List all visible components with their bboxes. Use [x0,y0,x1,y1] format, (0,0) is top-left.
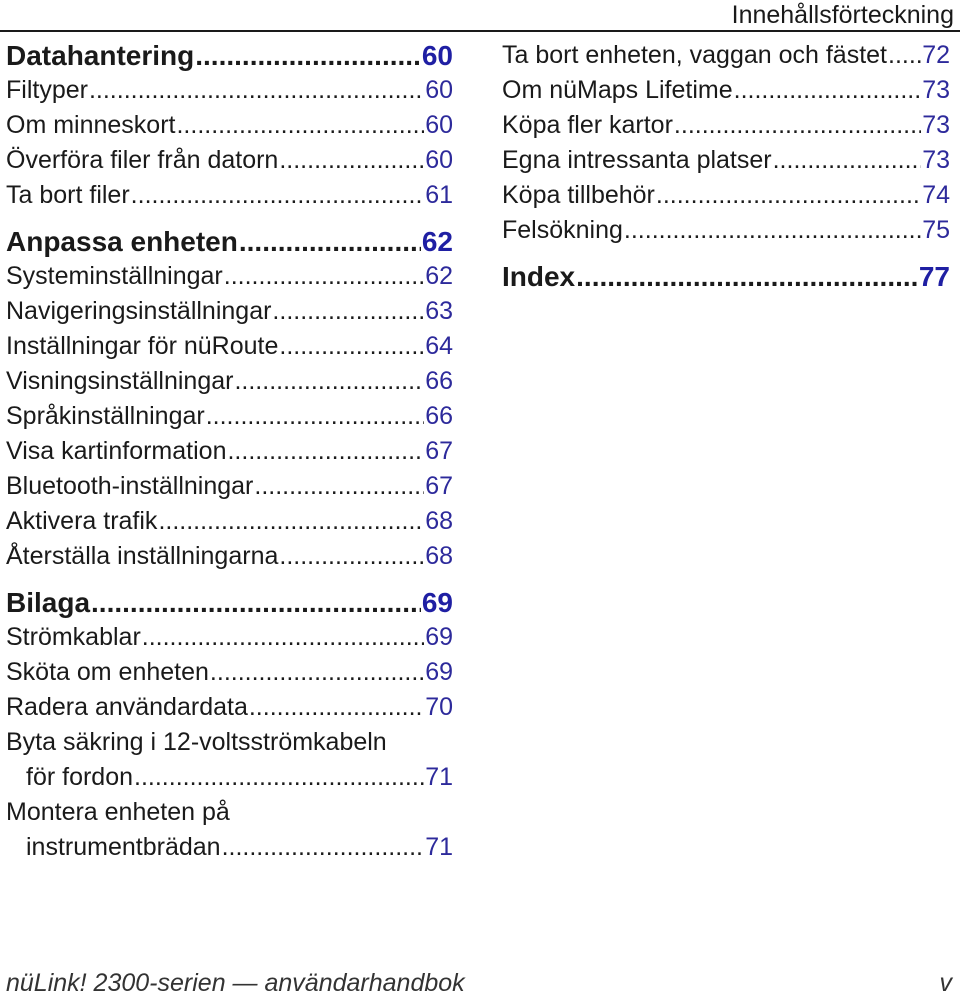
toc-entry-visa-kartinformation[interactable] [6,434,453,469]
toc-page-number: 67 [425,437,453,465]
toc-entry-byta-sakring[interactable] [6,725,453,795]
toc-entry-label: för fordon [26,763,134,791]
toc-entry-label: Navigeringsinställningar [6,297,272,325]
toc-section-datahantering[interactable] [6,38,453,73]
toc-section-bilaga[interactable] [6,585,453,620]
toc-entry-label: Om minneskort [6,111,176,139]
toc-page-number: 73 [922,76,950,104]
toc-entry-visningsinstallningar[interactable] [6,364,453,399]
toc-entry-kopa-fler-kartor[interactable] [502,108,950,143]
toc-entry-sprakinstallningar[interactable] [6,399,453,434]
toc-page-number: 69 [421,587,453,618]
toc-page-number: 60 [425,76,453,104]
toc-leader-dots [91,585,421,620]
toc-page-number: 68 [425,507,453,535]
toc-page-number: 66 [425,402,453,430]
toc-entry-label: Överföra filer från datorn [6,146,279,174]
toc-entry-skota-om-enheten[interactable] [6,655,453,690]
toc-leader-dots [142,620,424,655]
toc-leader-dots [888,38,921,73]
toc-page-number: 73 [922,111,950,139]
toc-page-number: 74 [922,181,950,209]
toc-page-number: 62 [425,262,453,290]
toc-leader-dots [206,399,424,434]
toc-entry-aktivera-trafik[interactable] [6,504,453,539]
toc-entry-label: Köpa fler kartor [502,111,673,139]
toc-entry-label: Filtyper [6,76,88,104]
toc-entry-label: Ta bort enheten, vaggan och fästet [502,41,887,69]
toc-leader-dots [158,504,424,539]
toc-leader-dots [734,73,922,108]
toc-leader-dots [210,655,424,690]
toc-entry-label: Sköta om enheten [6,658,209,686]
toc-leader-dots [195,38,421,73]
toc-section-index[interactable] [502,259,950,294]
toc-page-number: 75 [922,216,950,244]
toc-leader-dots [176,108,424,143]
toc-page-number: 66 [425,367,453,395]
toc-entry-stromkablar[interactable] [6,620,453,655]
toc-entry-overfora-filer[interactable] [6,143,453,178]
toc-leader-dots [234,364,424,399]
footer-manual-title: nüLink! 2300-serien — användarhandbok [6,969,465,997]
toc-entry-label: Visningsinställningar [6,367,234,395]
toc-leader-dots [134,760,424,795]
toc-entry-navigeringsinstallningar[interactable] [6,294,453,329]
toc-page-number: 70 [425,693,453,721]
toc-entry-label: Radera användardata [6,693,248,721]
toc-leader-dots [89,73,424,108]
toc-leader-dots [576,259,918,294]
toc-leader-dots [222,830,425,865]
page-header-title: Innehållsförteckning [731,1,954,29]
toc-entry-label: Språkinställningar [6,402,205,430]
toc-page-number: 64 [425,332,453,360]
toc-right-column [502,38,950,294]
toc-leader-dots [254,469,424,504]
toc-entry-label-line1: Byta säkring i 12-voltsströmkabeln [6,728,387,756]
toc-page-number: 68 [425,542,453,570]
toc-entry-label: Bluetooth-inställningar [6,472,254,500]
toc-entry-montera-enheten[interactable] [6,795,453,865]
toc-entry-label: Systeminställningar [6,262,223,290]
toc-leader-dots [674,108,921,143]
toc-left-column [6,38,453,865]
toc-entry-label-line1: Montera enheten på [6,798,230,826]
toc-page-number: 61 [425,181,453,209]
toc-leader-dots [249,690,424,725]
toc-page-number: 60 [421,40,453,71]
toc-entry-label: Egna intressanta platser [502,146,772,174]
toc-entry-om-numaps-lifetime[interactable] [502,73,950,108]
toc-entry-egna-intressanta-platser[interactable] [502,143,950,178]
toc-page-number: 72 [922,41,950,69]
toc-page-number: 62 [421,226,453,257]
toc-section-anpassa-enheten[interactable] [6,224,453,259]
toc-leader-dots [131,178,425,213]
toc-page-number: 60 [425,146,453,174]
toc-entry-ta-bort-enheten[interactable] [502,38,950,73]
toc-entry-label: Bilaga [6,587,91,618]
toc-leader-dots [239,224,421,259]
toc-entry-label: Inställningar för nüRoute [6,332,279,360]
toc-page-number: 71 [425,763,453,791]
toc-entry-label: Strömkablar [6,623,141,651]
toc-leader-dots [773,143,922,178]
toc-leader-dots [656,178,921,213]
toc-entry-label: Index [502,261,576,292]
toc-leader-dots [224,259,424,294]
toc-leader-dots [279,143,424,178]
header-divider [0,30,960,32]
toc-entry-label: instrumentbrädan [26,833,221,861]
toc-entry-systeminstallningar[interactable] [6,259,453,294]
toc-page-number: 63 [425,297,453,325]
toc-page-number: 73 [922,146,950,174]
toc-page-number: 67 [425,472,453,500]
toc-entry-continuation [6,830,453,865]
toc-entry-nuroute[interactable] [6,329,453,364]
toc-leader-dots [227,434,424,469]
toc-entry-label: Felsökning [502,216,623,244]
toc-leader-dots [279,539,424,574]
toc-page-number: 69 [425,658,453,686]
toc-entry-aterstalla[interactable] [6,539,453,574]
toc-page-number: 69 [425,623,453,651]
toc-entry-radera-anvandardata[interactable] [6,690,453,725]
toc-leader-dots [624,213,921,248]
toc-entry-label: Visa kartinformation [6,437,227,465]
toc-page-number: 60 [425,111,453,139]
toc-entry-label: Köpa tillbehör [502,181,655,209]
toc-leader-dots [272,294,424,329]
toc-page-number: 71 [425,833,453,861]
toc-entry-label: Anpassa enheten [6,226,238,257]
toc-entry-bluetooth[interactable] [6,469,453,504]
toc-leader-dots [279,329,424,364]
footer-page-number: v [939,969,952,997]
toc-entry-label: Datahantering [6,40,195,71]
toc-entry-label: Ta bort filer [6,181,130,209]
toc-entry-label: Återställa inställningarna [6,542,279,570]
toc-entry-ta-bort-filer[interactable] [6,178,453,213]
toc-entry-label: Aktivera trafik [6,507,158,535]
toc-entry-continuation [6,760,453,795]
toc-entry-filtyper[interactable] [6,73,453,108]
toc-entry-felsokning[interactable] [502,213,950,248]
toc-page-number: 77 [918,261,950,292]
toc-entry-label: Om nüMaps Lifetime [502,76,733,104]
toc-entry-kopa-tillbehor[interactable] [502,178,950,213]
toc-entry-om-minneskort[interactable] [6,108,453,143]
